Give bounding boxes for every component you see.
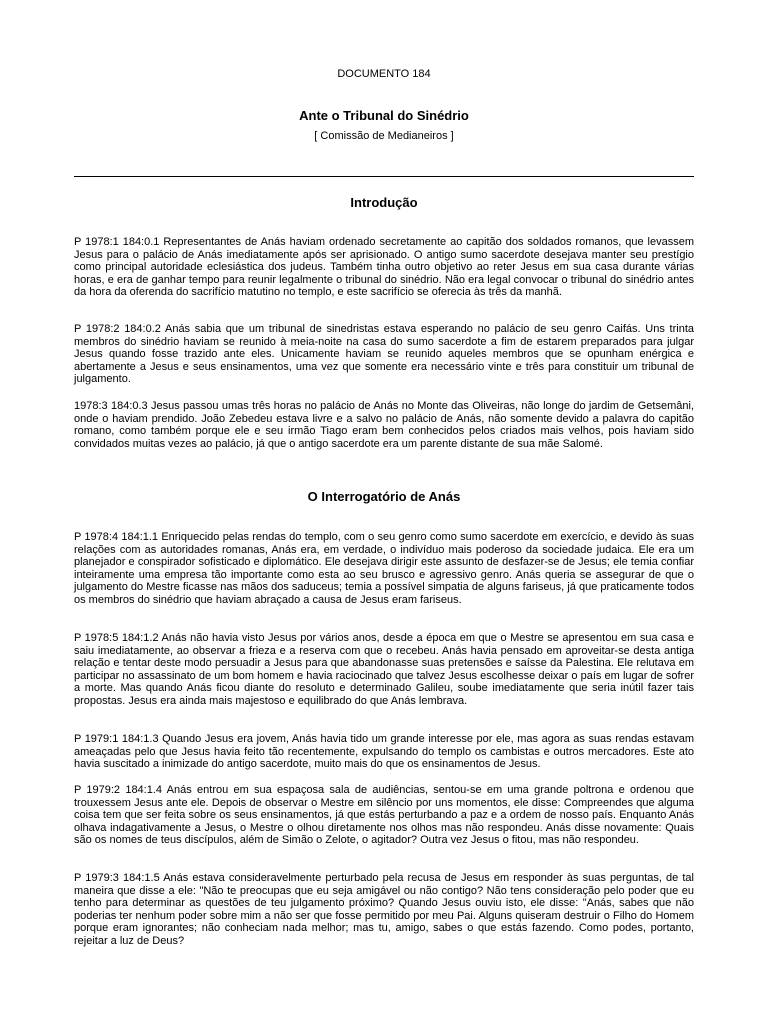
paragraph: P 1979:2 184:1.4 Anás entrou em sua espaçosa sala de audiências, sentou-se em uma grande poltrona e ordenou que trouxessem Jesus ante ele. Depois de observar o Mestre em silêncio por uns momentos, ele disse: Compreendes que alguma coisa tem que ser feita sobre os seus ensinamentos, já que estás perturbando a paz e a ordem de nosso país. Enquanto Anás olhava indagativamente a Jesus, o Mestre o olhou diretamente nos olhos mas não respondeu. Anás disse novamente: Quais são os nomes de teus discípulos, além de Simão o Zelote, o agitador? Outra vez Jesus o fitou, mas não respondeu. [74,784,694,847]
section-heading-interrogatorio: O Interrogatório de Anás [307,489,461,504]
paragraph: P 1979:3 184:1.5 Anás estava consideravelmente perturbado pela recusa de Jesus em responder às suas perguntas, de tal maneira que disse a ele: "Não te preocupas que eu seja amigável ou não contigo? Não tens consideração pelo poder que eu tenho para determinar as questões de teu julgamento próximo? Quando Jesus ouviu isto, ele disse: "Anás, sabes que não poderias ter nenhum poder sobre mim a não ser que fosse permitido por meu Pai. Alguns quiseram destruir o Filho do Homem porque eram ignorantes; não conheciam nada melhor; mas tu, amigo, sabes o que estás fazendo. Como podes, portanto, rejeitar a luz de Deus? [74,872,694,947]
paragraph: P 1979:1 184:1.3 Quando Jesus era jovem, Anás havia tido um grande interesse por ele, mas agora as suas rendas estavam ameaçadas pelo que Jesus havia feito tão recentemente, expulsando do templo os cambistas e outros mercadores. Este ato havia suscitado a inimizade do antigo sacerdote, muito mais do que os ensinamentos de Jesus. [74,733,694,771]
document-label: DOCUMENTO 184 [337,68,431,80]
paragraph: P 1978:5 184:1.2 Anás não havia visto Jesus por vários anos, desde a época em que o Mestre se apresentou em sua casa e saiu imediatamente, ao observar a frieza e a reserva com que o recebeu. Anás havia pensado em aproveitar-se desta antiga relação e tentar deste modo persuadir a Jesus para que abandonasse suas pretensões e saísse da Palestina. Ele relutava em participar no assassinato de um bom homem e havia raciocinado que talvez Jesus escolhesse deixar o país em lugar de sofrer a morte. Mas quando Anás ficou diante do resoluto e determinado Galileu, soube imediatamente que seria inútil fazer tais propostas. Jesus era ainda mais majestoso e equilibrado do que Anás lembrava. [74,632,694,707]
paragraph: P 1978:1 184:0.1 Representantes de Anás haviam ordenado secretamente ao capitão dos soldados romanos, que levassem Jesus para o palácio de Anás imediatamente após ser aprisionado. O antigo sumo sacerdote desejava manter seu prestígio como principal autoridade eclesiástica dos judeus. Também tinha outro objetivo ao reter Jesus em sua casa durante várias horas, e era de ganhar tempo para reunir legalmente o tribunal do sinédrio. Não era legal convocar o tribunal do sinédrio antes da hora da oferenda do sacrifício matutino no templo, e este sacrifício se oferecia às três da manhã. [74,236,694,299]
paragraph: P 1978:2 184:0.2 Anás sabia que um tribunal de sinedristas estava esperando no palácio de seu genro Caifás. Uns trinta membros do sinédrio haviam se reunido à meia-noite na casa do sumo sacerdote a fim de estarem preparados para julgar Jesus quando fosse trazido ante eles. Unicamente haviam se reunido aqueles membros que se opunham enérgica e abertamente a Jesus e seus ensinamentos, uma vez que somente era necessário vinte e três para constituir um tribunal de julgamento. [74,323,694,386]
horizontal-rule [74,176,694,177]
document-subtitle: [ Comissão de Medianeiros ] [314,130,454,142]
paragraph: P 1978:4 184:1.1 Enriquecido pelas rendas do templo, com o seu genro como sumo sacerdote em exercício, e devido às suas relações com as autoridades romanas, Anás era, em verdade, o indivíduo mais poderoso da sociedade judaica. Ele era um planejador e conspirador sofisticado e diplomático. Ele desejava dirigir este assunto de desfazer-se de Jesus; ele temia confiar inteiramente uma empresa tão importante como esta ao seu brusco e agressivo genro. Anás queria se assegurar de que o julgamento do Mestre ficasse nas mãos dos saduceus; temia a possível simpatia de alguns fariseus, já que praticamente todos os membros do sinédrio que haviam abraçado a causa de Jesus eram fariseus. [74,531,694,606]
section-heading-introducao: Introdução [350,195,418,210]
document-title: Ante o Tribunal do Sinédrio [299,108,469,123]
paragraph: 1978:3 184:0.3 Jesus passou umas três horas no palácio de Anás no Monte das Oliveiras, não longe do jardim de Getsemâni, onde o haviam prendido. João Zebedeu estava livre e a salvo no palácio de Anás, não somente devido a palavra do capitão romano, como também porque ele e seu irmão Tiago eram bem conhecidos pelos criados mais velhos, pois haviam sido convidados muitas vezes ao palácio, já que o antigo sacerdote era um parente distante de sua mãe Salomé. [74,400,694,450]
